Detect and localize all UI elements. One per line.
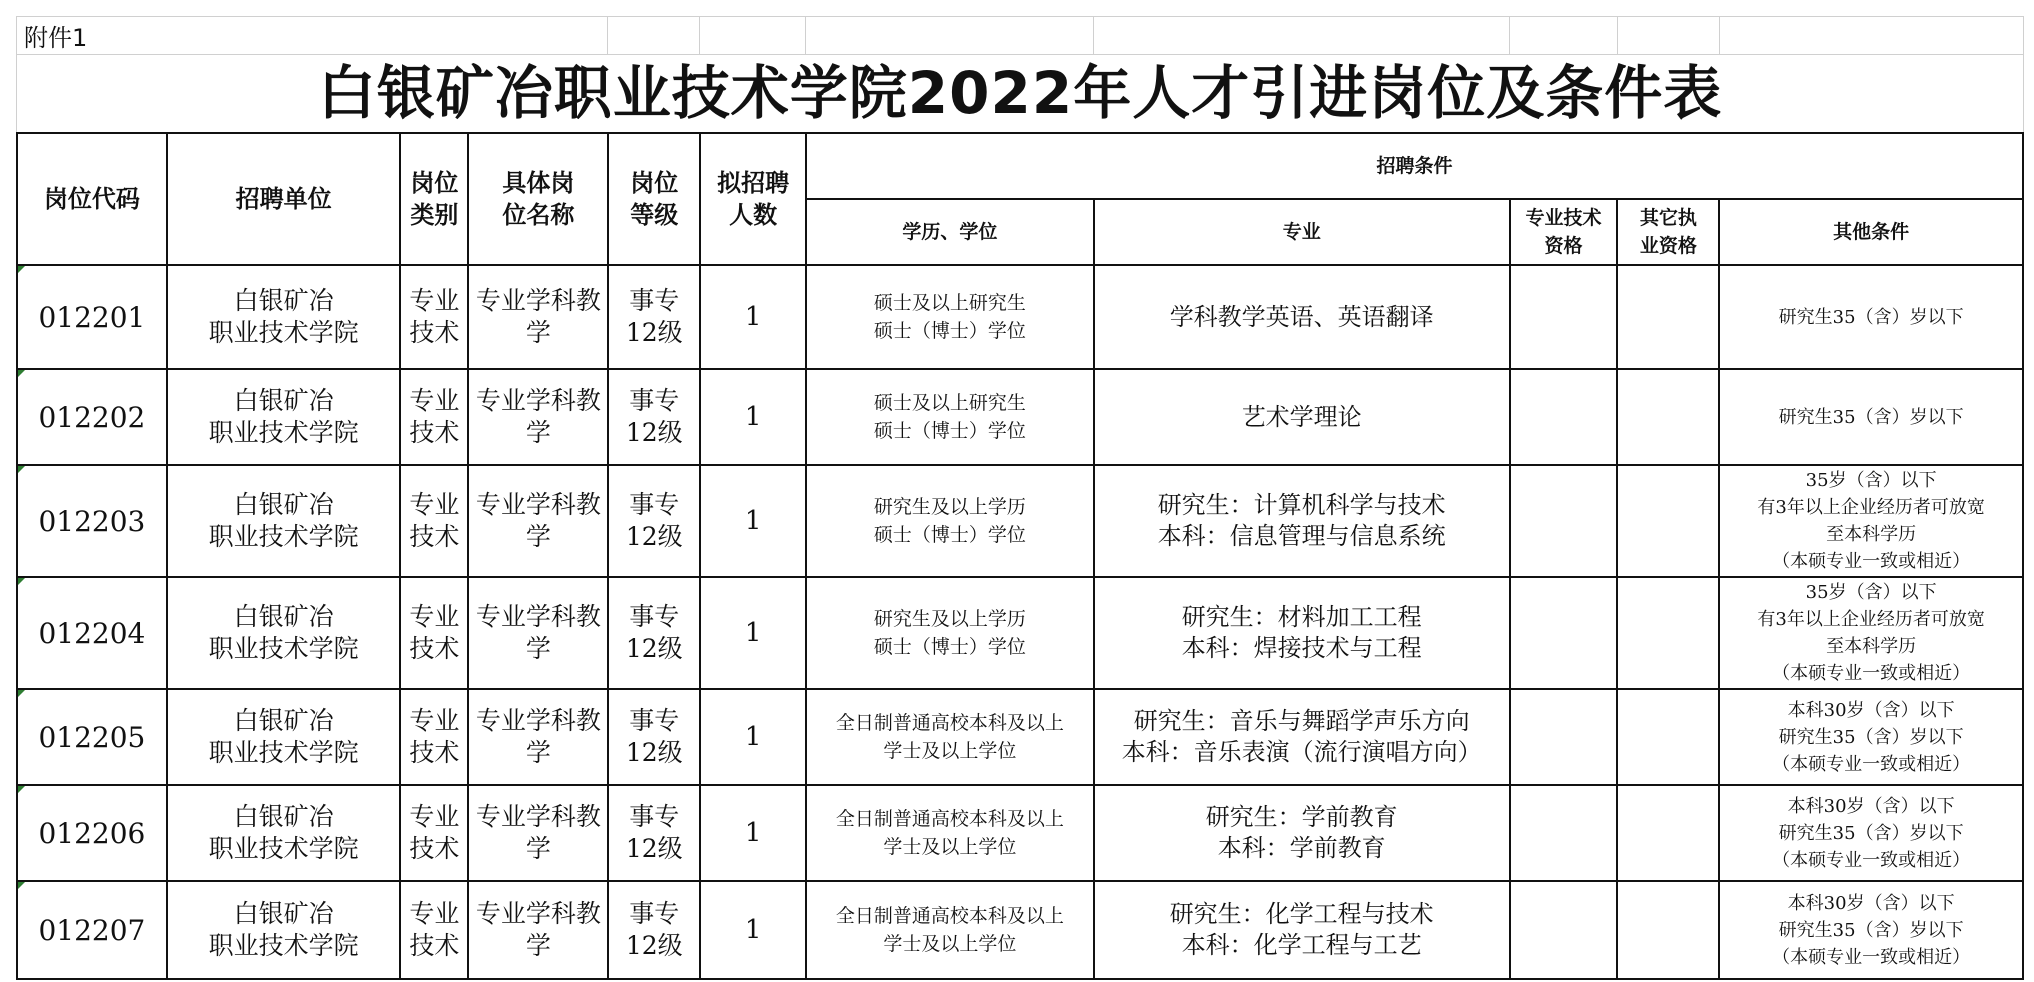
cell-marker-icon xyxy=(18,266,25,273)
cell-category xyxy=(400,785,468,881)
cell-other-conditions-line: 本科30岁（含）以下 xyxy=(1787,795,1955,817)
cell-position-line: 专业学科教 xyxy=(475,286,601,315)
cell-level xyxy=(608,465,700,577)
cell-other-qual xyxy=(1617,689,1719,785)
cell-unit-line: 职业技术学院 xyxy=(208,522,359,551)
cell-education-line: 全日制普通高校本科及以上 xyxy=(835,712,1064,734)
cell-other-conditions-line: 本科30岁（含）以下 xyxy=(1787,699,1955,721)
header-position: 具体岗 位名称 xyxy=(468,133,608,265)
cell-level-line: 事专 xyxy=(629,286,680,315)
cell-education-line: 全日制普通高校本科及以上 xyxy=(835,905,1064,927)
cell-education-line: 硕士（博士）学位 xyxy=(873,524,1026,546)
cell-level-line: 12级 xyxy=(625,418,683,447)
header-count: 拟招聘 人数 xyxy=(700,133,806,265)
cell-category-line: 技术 xyxy=(409,834,460,863)
header-category: 岗位 类别 xyxy=(400,133,468,265)
cell-marker-icon xyxy=(18,690,25,697)
cell-other-conditions-line: 研究生35（含）岁以下 xyxy=(1778,726,1964,748)
header-other-conditions: 其他条件 xyxy=(1719,199,2023,265)
cell-count: 1 xyxy=(700,577,806,689)
cell-education-line: 硕士及以上研究生 xyxy=(873,392,1026,414)
cell-category-line: 技术 xyxy=(409,522,460,551)
cell-tech-qual xyxy=(1510,785,1618,881)
cell-major xyxy=(1094,369,1510,465)
cell-unit-line: 白银矿冶 xyxy=(233,490,334,519)
cell-other-qual xyxy=(1617,785,1719,881)
cell-other-conditions-line: 研究生35（含）岁以下 xyxy=(1778,306,1964,328)
cell-other-conditions xyxy=(1719,265,2023,369)
cell-tech-qual xyxy=(1510,369,1618,465)
cell-position xyxy=(468,265,608,369)
cell-position-line: 学 xyxy=(525,834,551,863)
cell-major-line: 学科教学英语、英语翻译 xyxy=(1169,302,1434,331)
cell-unit xyxy=(167,785,401,881)
cell-unit-line: 职业技术学院 xyxy=(208,738,359,767)
cell-unit-line: 白银矿冶 xyxy=(233,386,334,415)
cell-code: 012206 xyxy=(17,785,167,881)
cell-category-line: 专业 xyxy=(409,602,460,631)
cell-education-line: 学士及以上学位 xyxy=(883,836,1017,858)
cell-category xyxy=(400,369,468,465)
table-row xyxy=(17,369,2023,465)
cell-education-line: 研究生及以上学历 xyxy=(873,608,1026,630)
cell-category-line: 专业 xyxy=(409,386,460,415)
cell-other-conditions-line: （本硕专业一致或相近） xyxy=(1772,663,1971,684)
cell-code: 012205 xyxy=(17,689,167,785)
cell-level-line: 事专 xyxy=(629,386,680,415)
cell-count: 1 xyxy=(700,689,806,785)
cell-position-line: 学 xyxy=(525,738,551,767)
cell-position-line: 专业学科教 xyxy=(475,386,601,415)
cell-education xyxy=(806,785,1094,881)
cell-count: 1 xyxy=(700,265,806,369)
cell-major-line: 本科：音乐表演（流行演唱方向） xyxy=(1121,738,1482,766)
cell-other-conditions xyxy=(1719,465,2023,577)
cell-level-line: 12级 xyxy=(625,931,683,960)
cell-marker-icon xyxy=(18,578,25,585)
cell-category-line: 技术 xyxy=(409,318,460,347)
cell-count: 1 xyxy=(700,465,806,577)
cell-unit xyxy=(167,465,401,577)
cell-level-line: 事专 xyxy=(629,899,680,928)
cell-unit-line: 白银矿冶 xyxy=(233,706,334,735)
cell-major-line: 研究生：计算机科学与技术 xyxy=(1157,491,1446,519)
cell-position-line: 专业学科教 xyxy=(475,706,601,735)
cell-count: 1 xyxy=(700,785,806,881)
cell-code: 012203 xyxy=(17,465,167,577)
cell-tech-qual xyxy=(1510,689,1618,785)
cell-count: 1 xyxy=(700,881,806,979)
cell-other-qual xyxy=(1617,881,1719,979)
attachment-label: 附件1 xyxy=(24,24,88,52)
cell-count: 1 xyxy=(700,369,806,465)
cell-position-line: 学 xyxy=(525,931,551,960)
cell-level-line: 12级 xyxy=(625,738,683,767)
cell-education xyxy=(806,265,1094,369)
table-row xyxy=(17,577,2023,689)
cell-level xyxy=(608,369,700,465)
cell-other-conditions-line: （本硕专业一致或相近） xyxy=(1772,551,1971,572)
cell-position-line: 学 xyxy=(525,522,551,551)
cell-category-line: 专业 xyxy=(409,802,460,831)
header-other-qual: 其它执 业资格 xyxy=(1617,199,1719,265)
table-row xyxy=(17,881,2023,979)
cell-level-line: 12级 xyxy=(625,834,683,863)
table-row xyxy=(17,265,2023,369)
cell-education-line: 硕士（博士）学位 xyxy=(873,320,1026,342)
cell-unit xyxy=(167,881,401,979)
cell-education xyxy=(806,881,1094,979)
cell-other-qual xyxy=(1617,577,1719,689)
cell-position-line: 专业学科教 xyxy=(475,490,601,519)
cell-tech-qual xyxy=(1510,881,1618,979)
cell-other-conditions-line: 研究生35（含）岁以下 xyxy=(1778,919,1964,941)
cell-education-line: 硕士及以上研究生 xyxy=(873,292,1026,314)
cell-position-line: 学 xyxy=(525,418,551,447)
cell-other-conditions-line: 研究生35（含）岁以下 xyxy=(1778,822,1964,844)
cell-marker-icon xyxy=(18,882,25,889)
cell-position-line: 专业学科教 xyxy=(475,899,601,928)
cell-level-line: 12级 xyxy=(625,522,683,551)
cell-category-line: 专业 xyxy=(409,286,460,315)
header-conditions: 招聘条件 xyxy=(806,133,2023,199)
cell-major-line: 研究生：材料加工工程 xyxy=(1181,603,1422,631)
cell-education xyxy=(806,369,1094,465)
cell-major-line: 艺术学理论 xyxy=(1241,402,1362,431)
cell-level xyxy=(608,785,700,881)
cell-unit-line: 白银矿冶 xyxy=(233,802,334,831)
cell-unit xyxy=(167,369,401,465)
cell-level-line: 12级 xyxy=(625,318,683,347)
cell-position xyxy=(468,465,608,577)
cell-unit-line: 职业技术学院 xyxy=(208,834,359,863)
cell-level xyxy=(608,689,700,785)
cell-education-line: 硕士（博士）学位 xyxy=(873,420,1026,442)
cell-other-conditions-line: 35岁（含）以下 xyxy=(1805,470,1937,491)
cell-position xyxy=(468,577,608,689)
cell-code: 012207 xyxy=(17,881,167,979)
cell-unit-line: 白银矿冶 xyxy=(233,899,334,928)
cell-other-conditions-line: 本科30岁（含）以下 xyxy=(1787,892,1955,914)
cell-level-line: 12级 xyxy=(625,634,683,663)
cell-tech-qual xyxy=(1510,577,1618,689)
cell-other-qual xyxy=(1617,265,1719,369)
cell-other-qual xyxy=(1617,369,1719,465)
cell-education xyxy=(806,577,1094,689)
cell-position xyxy=(468,369,608,465)
cell-unit-line: 职业技术学院 xyxy=(208,931,359,960)
cell-position-line: 学 xyxy=(525,318,551,347)
cell-code: 012201 xyxy=(17,265,167,369)
cell-other-conditions-line: 研究生35（含）岁以下 xyxy=(1778,406,1964,428)
header-major: 专业 xyxy=(1094,199,1510,265)
cell-other-conditions-line: （本硕专业一致或相近） xyxy=(1772,946,1971,968)
cell-major-line: 本科：化学工程与工艺 xyxy=(1181,931,1422,959)
cell-level xyxy=(608,577,700,689)
cell-education-line: 学士及以上学位 xyxy=(883,740,1017,762)
cell-position xyxy=(468,785,608,881)
cell-position-line: 学 xyxy=(525,634,551,663)
cell-other-conditions-line: 至本科学历 xyxy=(1826,636,1917,657)
cell-other-conditions-line: 35岁（含）以下 xyxy=(1805,582,1937,603)
cell-other-conditions-line: 有3年以上企业经历者可放宽 xyxy=(1757,609,1985,630)
cell-category xyxy=(400,881,468,979)
cell-other-conditions xyxy=(1719,785,2023,881)
cell-tech-qual xyxy=(1510,265,1618,369)
cell-major xyxy=(1094,577,1510,689)
cell-category-line: 技术 xyxy=(409,931,460,960)
cell-category-line: 技术 xyxy=(409,418,460,447)
cell-level xyxy=(608,265,700,369)
cell-position-line: 专业学科教 xyxy=(475,802,601,831)
cell-category-line: 专业 xyxy=(409,899,460,928)
cell-education xyxy=(806,689,1094,785)
cell-unit-line: 白银矿冶 xyxy=(233,286,334,315)
cell-level-line: 事专 xyxy=(629,602,680,631)
cell-other-conditions-line: 至本科学历 xyxy=(1826,524,1917,545)
cell-level-line: 事专 xyxy=(629,490,680,519)
cell-unit xyxy=(167,577,401,689)
cell-category xyxy=(400,689,468,785)
cell-marker-icon xyxy=(18,466,25,473)
header-row xyxy=(17,133,2023,199)
cell-major xyxy=(1094,785,1510,881)
cell-other-qual xyxy=(1617,465,1719,577)
cell-code: 012204 xyxy=(17,577,167,689)
cell-education-line: 全日制普通高校本科及以上 xyxy=(835,808,1064,830)
cell-major xyxy=(1094,881,1510,979)
header-education: 学历、学位 xyxy=(806,199,1094,265)
cell-marker-icon xyxy=(18,370,25,377)
cell-other-conditions-line: 有3年以上企业经历者可放宽 xyxy=(1757,497,1985,518)
header-code: 岗位代码 xyxy=(17,133,167,265)
positions-table xyxy=(16,132,2024,980)
table-row xyxy=(17,785,2023,881)
cell-other-conditions xyxy=(1719,577,2023,689)
cell-unit xyxy=(167,689,401,785)
cell-other-conditions xyxy=(1719,689,2023,785)
cell-category xyxy=(400,265,468,369)
cell-education xyxy=(806,465,1094,577)
cell-unit xyxy=(167,265,401,369)
cell-major-line: 研究生：化学工程与技术 xyxy=(1169,900,1434,928)
header-tech-qual: 专业技术 资格 xyxy=(1510,199,1618,265)
cell-category-line: 技术 xyxy=(409,738,460,767)
cell-category xyxy=(400,577,468,689)
cell-level-line: 事专 xyxy=(629,706,680,735)
cell-major-line: 本科：信息管理与信息系统 xyxy=(1157,522,1446,550)
cell-level xyxy=(608,881,700,979)
cell-category-line: 专业 xyxy=(409,490,460,519)
cell-tech-qual xyxy=(1510,465,1618,577)
cell-major-line: 本科：焊接技术与工程 xyxy=(1181,634,1422,662)
table-row xyxy=(17,465,2023,577)
spreadsheet xyxy=(16,16,2024,966)
cell-other-conditions xyxy=(1719,369,2023,465)
cell-position xyxy=(468,881,608,979)
cell-unit-line: 职业技术学院 xyxy=(208,418,359,447)
cell-category-line: 技术 xyxy=(409,634,460,663)
cell-position-line: 专业学科教 xyxy=(475,602,601,631)
cell-major-line: 研究生：音乐与舞蹈学声乐方向 xyxy=(1133,707,1470,735)
cell-education-line: 学士及以上学位 xyxy=(883,933,1017,955)
cell-position xyxy=(468,689,608,785)
cell-major xyxy=(1094,689,1510,785)
header-unit: 招聘单位 xyxy=(167,133,401,265)
cell-marker-icon xyxy=(18,786,25,793)
header-level: 岗位 等级 xyxy=(608,133,700,265)
cell-code: 012202 xyxy=(17,369,167,465)
cell-major-line: 本科：学前教育 xyxy=(1217,834,1386,862)
cell-other-conditions-line: （本硕专业一致或相近） xyxy=(1772,849,1971,871)
cell-unit-line: 白银矿冶 xyxy=(233,602,334,631)
cell-other-conditions-line: （本硕专业一致或相近） xyxy=(1772,753,1971,775)
cell-education-line: 硕士（博士）学位 xyxy=(873,636,1026,658)
cell-unit-line: 职业技术学院 xyxy=(208,634,359,663)
page-title: 白银矿冶职业技术学院2022年人才引进岗位及条件表 xyxy=(317,59,1723,127)
cell-major-line: 研究生：学前教育 xyxy=(1205,803,1398,831)
cell-major xyxy=(1094,265,1510,369)
cell-category xyxy=(400,465,468,577)
cell-major xyxy=(1094,465,1510,577)
cell-category-line: 专业 xyxy=(409,706,460,735)
cell-level-line: 事专 xyxy=(629,802,680,831)
cell-other-conditions xyxy=(1719,881,2023,979)
table-row xyxy=(17,689,2023,785)
cell-education-line: 研究生及以上学历 xyxy=(873,496,1026,518)
cell-unit-line: 职业技术学院 xyxy=(208,318,359,347)
